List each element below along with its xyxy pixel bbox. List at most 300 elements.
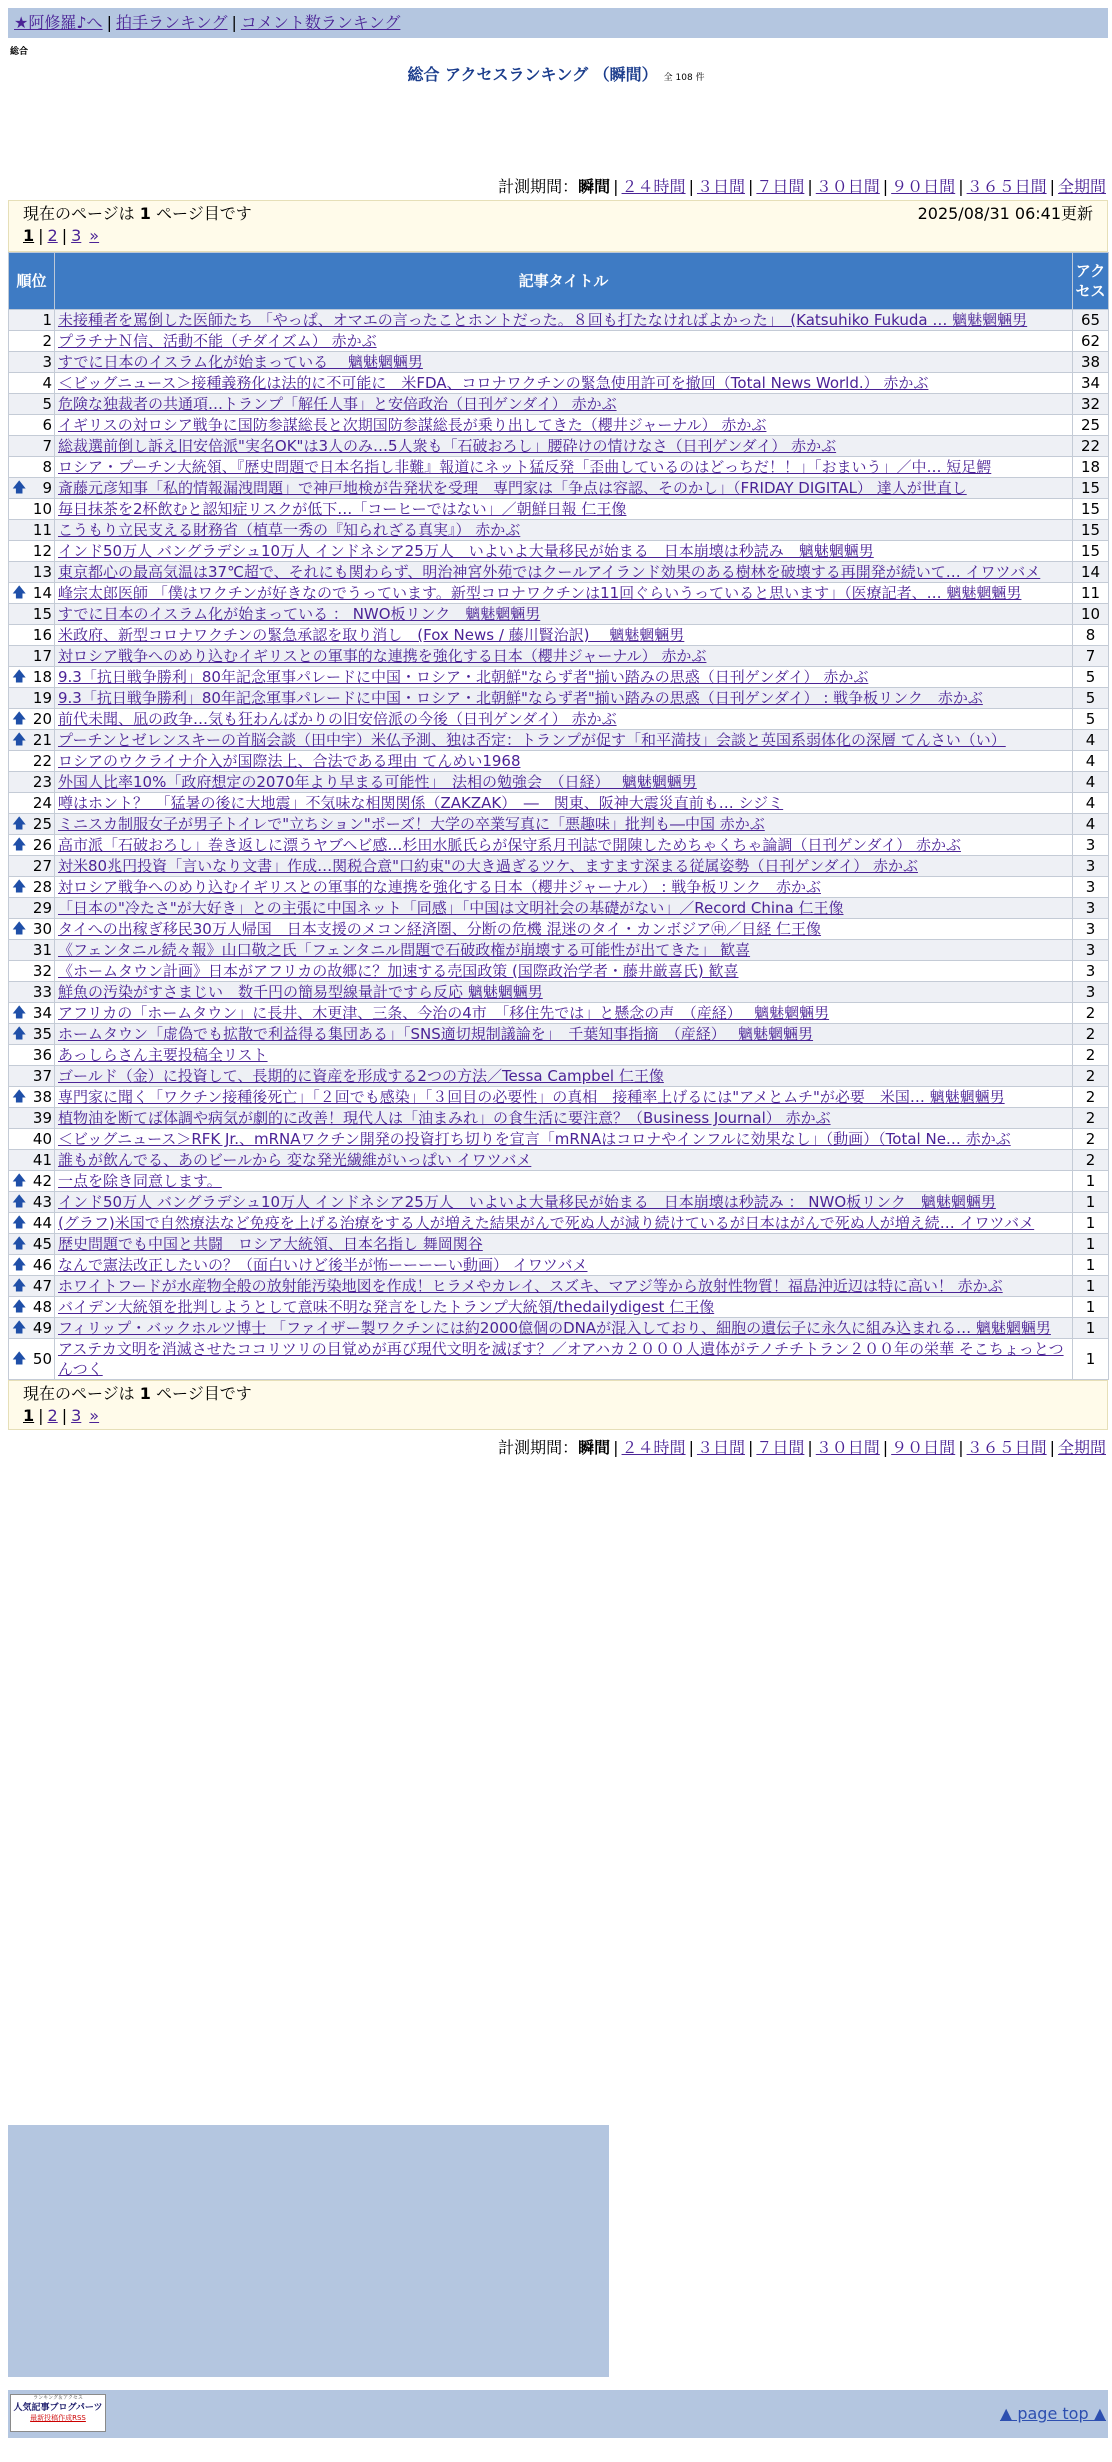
rank-cell	[9, 1045, 55, 1066]
table-row	[9, 478, 1109, 499]
title-cell	[55, 1129, 1073, 1150]
nav-link-clap-ranking[interactable]: 拍手ランキング	[115, 13, 228, 32]
article-title-link[interactable]: 前代未聞、凪の政争…気も狂わんばかりの旧安倍派の今後（日刊ゲンダイ） 赤かぶ	[58, 710, 617, 728]
period-link-2[interactable]: ７日間	[756, 177, 805, 196]
header-title: 記事タイトル	[55, 253, 1073, 310]
period-link-3[interactable]: ３０日間	[815, 177, 880, 196]
access-count: 1	[1073, 1234, 1109, 1255]
table-row	[9, 1213, 1109, 1234]
rank-cell	[9, 604, 55, 625]
rank-cell	[9, 499, 55, 520]
table-row	[9, 499, 1109, 520]
period-link-4[interactable]: ９０日間	[891, 177, 956, 196]
rank-number: 24	[32, 794, 52, 812]
title-cell	[55, 373, 1073, 394]
rank-number: 46	[32, 1256, 52, 1274]
access-count: 2	[1073, 1129, 1109, 1150]
period-separator: |	[747, 1438, 754, 1457]
access-count: 15	[1073, 478, 1109, 499]
article-title-link[interactable]: 対米80兆円投資「言いなり文書」作成…関税合意"口約束"の大き過ぎるツケ、ますます深まる従属姿勢（日刊ゲンダイ） 赤かぶ	[58, 857, 918, 875]
article-title-link[interactable]: インド50万人 バングラデシュ10万人 インドネシア25万人 いよいよ大量移民が始まる 日本崩壊は秒読み ： NWO板リンク 魑魅魍魎男	[58, 1193, 996, 1211]
article-title-link[interactable]: タイへの出稼ぎ移民30万人帰国 日本支援のメコン経済圏、分断の危機 混迷のタイ・カンボジア㊥／日経 仁王像	[58, 920, 822, 938]
title-cell	[55, 961, 1073, 982]
pager-page-2[interactable]: 2	[47, 1406, 58, 1425]
article-title-link[interactable]: 対ロシア戦争へのめり込むイギリスとの軍事的な連携を強化する日本（櫻井ジャーナル） 赤かぶ	[58, 647, 707, 665]
rank-cell	[9, 520, 55, 541]
rank-cell	[9, 919, 55, 940]
rank-cell	[9, 373, 55, 394]
rank-number: 5	[42, 395, 52, 413]
article-title-link[interactable]: 米政府、新型コロナワクチンの緊急承認を取り消し (Fox News / 藤川賢治訳) 魑魅魍魎男	[58, 626, 685, 644]
period-separator: |	[1049, 177, 1055, 196]
title-cell	[55, 1276, 1073, 1297]
title-cell	[55, 1171, 1073, 1192]
article-title-link[interactable]: ミニスカ制服女子が男子トイレで"立ちション"ポーズ！大学の卒業写真に「悪趣味」批判も―中国 赤かぶ	[58, 815, 765, 833]
article-title-link[interactable]: イギリスの対ロシア戦争に国防参謀総長と次期国防参謀総長が乗り出してきた（櫻井ジャーナル） 赤かぶ	[58, 416, 767, 434]
access-count: 32	[1073, 394, 1109, 415]
access-count: 25	[1073, 415, 1109, 436]
table-row	[9, 436, 1109, 457]
table-row	[9, 688, 1109, 709]
title-cell	[55, 856, 1073, 877]
title-cell	[55, 940, 1073, 961]
period-link-4[interactable]: ９０日間	[891, 1438, 956, 1457]
period-link-3[interactable]: ３０日間	[815, 1438, 880, 1457]
rank-cell	[9, 1108, 55, 1129]
rank-cell	[9, 751, 55, 772]
article-title-link[interactable]: 《ホームタウン計画》日本がアフリカの故郷に？加速する売国政策 (国際政治学者・藤井厳喜氏) 歓喜	[58, 962, 739, 980]
total-count: 全 108 件	[663, 73, 705, 83]
access-count: 15	[1073, 541, 1109, 562]
rank-number: 6	[42, 416, 52, 434]
table-row	[9, 604, 1109, 625]
access-count: 5	[1073, 688, 1109, 709]
page-info-top	[8, 200, 1108, 252]
title-cell	[55, 583, 1073, 604]
top-nav-bar	[8, 8, 1108, 38]
up-arrow-icon: 🡅	[12, 1215, 27, 1231]
access-count: 3	[1073, 961, 1109, 982]
access-count: 1	[1073, 1255, 1109, 1276]
rank-number: 3	[42, 353, 52, 371]
pager-page-2[interactable]: 2	[47, 226, 58, 245]
rank-number: 16	[32, 626, 52, 644]
table-row	[9, 457, 1109, 478]
nav-link-asyura[interactable]: ★阿修羅♪へ	[14, 13, 103, 32]
title-cell	[55, 457, 1073, 478]
article-title-link[interactable]: 植物油を断てば体調や病気が劇的に改善！現代人は「油まみれ」の食生活に要注意？（Business Journal） 赤かぶ	[58, 1109, 831, 1127]
pager-separator: |	[61, 226, 68, 245]
access-count: 15	[1073, 499, 1109, 520]
article-title-link[interactable]: 東京都心の最高気温は37℃超で、それにも関わらず、明治神宮外苑ではクールアイランド効果のある樹林を破壊する再開発が続いて… イワツバメ	[58, 563, 1041, 581]
updated-timestamp: 2025/08/31 06:41更新	[917, 204, 1093, 223]
rank-cell	[9, 940, 55, 961]
pager-page-3[interactable]: 3	[71, 226, 82, 245]
title-cell	[55, 877, 1073, 898]
table-row	[9, 1045, 1109, 1066]
rank-number: 7	[42, 437, 52, 455]
current-page-text: 現在のページは 1 ページ目です	[23, 204, 252, 223]
up-arrow-icon: 🡅	[12, 1173, 27, 1189]
rank-cell	[9, 1024, 55, 1045]
title-cell	[55, 751, 1073, 772]
article-title-link[interactable]: 対ロシア戦争へのめり込むイギリスとの軍事的な連携を強化する日本（櫻井ジャーナル） : 戦争板リンク 赤かぶ	[58, 878, 821, 896]
article-title-link[interactable]: 毎日抹茶を2杯飲むと認知症リスクが低下…「コーヒーではない」／朝鮮日報 仁王像	[58, 500, 627, 518]
article-title-link[interactable]: アフリカの「ホームタウン」に長井、木更津、三条、今治の4市 「移住先では」と懸念の声 （産経） 魑魅魍魎男	[58, 1004, 830, 1022]
table-row	[9, 856, 1109, 877]
rank-cell	[9, 1171, 55, 1192]
article-title-link[interactable]: 高市派「石破おろし」巻き返しに漂うヤブヘビ感…杉田水脈氏らが保守系月刊誌で開陳しためちゃくちゃ論調（日刊ゲンダイ） 赤かぶ	[58, 836, 961, 854]
rank-number: 31	[32, 941, 52, 959]
table-row	[9, 793, 1109, 814]
article-title-link[interactable]: ホワイトフードが水産物全般の放射能汚染地図を作成！ヒラメやカレイ、スズキ、マアジ等から放射性物質！福島沖近辺は特に高い！ 赤かぶ	[58, 1277, 1003, 1295]
up-arrow-icon: 🡅	[12, 1194, 27, 1210]
article-title-link[interactable]: 危険な独裁者の共通項…トランプ「解任人事」と安倍政治（日刊ゲンダイ） 赤かぶ	[58, 395, 617, 413]
access-count: 1	[1073, 1213, 1109, 1234]
rank-number: 28	[32, 878, 52, 896]
access-count: 4	[1073, 730, 1109, 751]
title-cell	[55, 1339, 1073, 1380]
up-arrow-icon: 🡅	[12, 480, 27, 496]
header-rank: 順位	[9, 253, 55, 310]
ad-area	[8, 2125, 609, 2377]
table-row	[9, 961, 1109, 982]
table-row	[9, 541, 1109, 562]
pager-bottom	[23, 1405, 1093, 1427]
article-title-link[interactable]: フィリップ・バックホルツ博士 「ファイザー製ワクチンには約2000億個のDNAが混入しており、細胞の遺伝子に永久に組み込まれる… 魑魅魍魎男	[58, 1319, 1051, 1337]
access-count: 10	[1073, 604, 1109, 625]
article-title-link[interactable]: インド50万人 バングラデシュ10万人 インドネシア25万人 いよいよ大量移民が始まる 日本崩壊は秒読み 魑魅魍魎男	[58, 542, 874, 560]
period-link-5[interactable]: ３６５日間	[966, 1438, 1047, 1457]
title-cell	[55, 1213, 1073, 1234]
rank-number: 30	[32, 920, 52, 938]
article-title-link[interactable]: 峰宗太郎医師 「僕はワクチンが好きなのでうっています。新型コロナワクチンは11回ぐらいうっていると思います」（医療記者、… 魑魅魍魎男	[58, 584, 1022, 602]
ranking-table	[8, 252, 1109, 1380]
ranking-title	[0, 62, 1112, 85]
article-title-link[interactable]: アステカ文明を消滅させたココリツリの目覚めが再び現代文明を滅ぼす？／オアハカ２０００人遺体がテノチチトラン２００年の栄華 そこちょっとつんつく	[58, 1340, 1064, 1378]
rank-cell	[9, 793, 55, 814]
rank-cell	[9, 415, 55, 436]
table-row	[9, 415, 1109, 436]
article-title-link[interactable]: なんで憲法改正したいの？（面白いけど後半が怖ーーーーい動画） イワツバメ	[58, 1256, 588, 1274]
article-title-link[interactable]: ＜ビッグニュース＞RFK Jr.、mRNAワクチン開発の投資打ち切りを宣言「mRNAはコロナやインフルに効果なし」（動画）（Total Ne… 赤かぶ	[58, 1130, 1011, 1148]
rank-number: 27	[32, 857, 52, 875]
table-row	[9, 583, 1109, 604]
rank-cell	[9, 1213, 55, 1234]
table-row	[9, 751, 1109, 772]
pager-page-1: 1	[23, 1406, 35, 1425]
ranking-title-text: 総合 アクセスランキング （瞬間）	[407, 65, 658, 84]
rank-number: 14	[32, 584, 52, 602]
article-title-link[interactable]: ロシア・プーチン大統領、『歴史問題で日本名指し非難』報道にネット猛反発「歪曲しているのはどっちだ！！」「おまいう」／中… 短足鰐	[58, 458, 992, 476]
pager-page-3[interactable]: 3	[71, 1406, 82, 1425]
title-cell	[55, 352, 1073, 373]
table-row	[9, 730, 1109, 751]
table-row	[9, 1339, 1109, 1380]
title-cell	[55, 520, 1073, 541]
up-arrow-icon: 🡅	[12, 816, 27, 832]
period-link-1[interactable]: ３日間	[696, 1438, 745, 1457]
article-title-link[interactable]: プーチンとゼレンスキーの首脳会談（田中宇）米仏予測、独は否定：トランプが促す「和平満技」会談と英国系弱体化の深層 てんさい（い）	[58, 731, 1006, 749]
rank-cell	[9, 1276, 55, 1297]
access-count: 62	[1073, 331, 1109, 352]
access-count: 15	[1073, 520, 1109, 541]
title-cell	[55, 1003, 1073, 1024]
rank-number: 1	[42, 311, 52, 329]
rank-cell	[9, 856, 55, 877]
access-count: 4	[1073, 814, 1109, 835]
nav-separator: |	[231, 13, 237, 32]
title-cell	[55, 1255, 1073, 1276]
up-arrow-icon: 🡅	[12, 837, 27, 853]
rank-number: 8	[42, 458, 52, 476]
period-link-6[interactable]: 全期間	[1057, 1438, 1106, 1457]
access-count: 3	[1073, 856, 1109, 877]
table-row	[9, 1108, 1109, 1129]
article-title-link[interactable]: こうもり立民支える財務省（植草一秀の『知られざる真実』） 赤かぶ	[58, 521, 521, 539]
title-cell	[55, 436, 1073, 457]
title-cell	[55, 1234, 1073, 1255]
rank-cell	[9, 457, 55, 478]
article-title-link[interactable]: すでに日本のイスラム化が始まっている 魑魅魍魎男	[58, 353, 423, 371]
footer-bar	[8, 2390, 1108, 2438]
rank-cell	[9, 541, 55, 562]
table-row	[9, 1150, 1109, 1171]
period-link-6[interactable]: 全期間	[1057, 177, 1106, 196]
header-access: アクセス	[1073, 253, 1109, 310]
article-title-link[interactable]: 外国人比率10%「政府想定の2070年より早まる可能性」 法相の勉強会 （日経） 魑魅魍魎男	[58, 773, 697, 791]
access-count: 2	[1073, 1150, 1109, 1171]
title-cell	[55, 982, 1073, 1003]
access-count: 3	[1073, 982, 1109, 1003]
period-separator: |	[747, 177, 754, 196]
title-cell	[55, 1297, 1073, 1318]
title-cell	[55, 667, 1073, 688]
access-count: 3	[1073, 877, 1109, 898]
table-row	[9, 877, 1109, 898]
table-row	[9, 709, 1109, 730]
table-row	[9, 352, 1109, 373]
rank-cell	[9, 625, 55, 646]
up-arrow-icon: 🡅	[12, 732, 27, 748]
rank-number: 37	[32, 1067, 52, 1085]
rank-number: 34	[32, 1004, 52, 1022]
access-count: 34	[1073, 373, 1109, 394]
up-arrow-icon: 🡅	[12, 879, 27, 895]
period-label: 計測期間：	[498, 177, 579, 196]
article-title-link[interactable]: 未接種者を罵倒した医師たち 「やっぱ、オマエの言ったことホントだった。８回も打たなければよかった」 (Katsuhiko Fukuda … 魑魅魍魎男	[58, 311, 1028, 329]
title-cell	[55, 730, 1073, 751]
access-count: 1	[1073, 1339, 1109, 1380]
pager-separator: |	[61, 1406, 68, 1425]
access-count: 4	[1073, 751, 1109, 772]
article-title-link[interactable]: すでに日本のイスラム化が始まっている ： NWO板リンク 魑魅魍魎男	[58, 605, 541, 623]
article-title-link[interactable]: ホームタウン「虚偽でも拡散で利益得る集団ある」「SNS適切規制議論を」 千葉知事指摘 （産経） 魑魅魍魎男	[58, 1025, 814, 1043]
article-title-link[interactable]: プラチナＮ信、活動不能（チダイズム） 赤かぶ	[58, 332, 377, 350]
table-row	[9, 1318, 1109, 1339]
rank-number: 13	[32, 563, 52, 581]
period-separator: |	[688, 1438, 694, 1457]
rank-number: 15	[32, 605, 52, 623]
access-count: 2	[1073, 1108, 1109, 1129]
title-cell	[55, 541, 1073, 562]
rank-number: 11	[32, 521, 52, 539]
table-row	[9, 814, 1109, 835]
up-arrow-icon: 🡅	[12, 585, 27, 601]
nav-separator: |	[106, 13, 112, 32]
rank-cell	[9, 1255, 55, 1276]
article-title-link[interactable]: 歴史問題でも中国と共闘 ロシア大統領、日本名指し 舞岡関谷	[58, 1235, 483, 1253]
article-title-link[interactable]: 9.3「抗日戦争勝利」80年記念軍事パレードに中国・ロシア・北朝鮮"ならず者"揃い踏みの思惑（日刊ゲンダイ） : 戦争板リンク 赤かぶ	[58, 689, 983, 707]
period-separator: |	[882, 1438, 889, 1457]
period-link-0[interactable]: ２４時間	[621, 177, 686, 196]
access-count: 3	[1073, 898, 1109, 919]
access-count: 14	[1073, 562, 1109, 583]
rank-cell	[9, 436, 55, 457]
page-info-bottom	[8, 1380, 1108, 1430]
rank-cell	[9, 1087, 55, 1108]
article-title-link[interactable]: あっしらさん主要投稿全リスト	[58, 1046, 268, 1064]
table-row	[9, 1003, 1109, 1024]
table-row	[9, 835, 1109, 856]
period-link-0[interactable]: ２４時間	[621, 1438, 686, 1457]
article-title-link[interactable]: 一点を除き同意します。	[58, 1172, 222, 1190]
article-title-link[interactable]: 総裁選前倒し訴え旧安倍派"実名OK"は3人のみ…5人衆も「石破おろし」腰砕けの情けなさ（日刊ゲンダイ） 赤かぶ	[58, 437, 837, 455]
access-count: 4	[1073, 772, 1109, 793]
article-title-link[interactable]: 斎藤元彦知事「私的情報漏洩問題」で神戸地検が告発状を受理 専門家は「争点は容認、そのかし」（FRIDAY DIGITAL） 達人が世直し	[58, 479, 967, 497]
rank-number: 21	[32, 731, 52, 749]
table-row	[9, 1297, 1109, 1318]
access-count: 1	[1073, 1171, 1109, 1192]
article-title-link[interactable]: バイデン大統領を批判しようとして意味不明な発言をしたトランプ大統領/thedailydigest 仁王像	[58, 1298, 715, 1316]
article-title-link[interactable]: 「日本の"冷たさ"が大好き」との主張に中国ネット「同感」「中国は文明社会の基礎がない」／Record China 仁王像	[58, 899, 844, 917]
access-count: 65	[1073, 310, 1109, 331]
title-cell	[55, 499, 1073, 520]
title-cell	[55, 835, 1073, 856]
rank-number: 18	[32, 668, 52, 686]
title-cell	[55, 1066, 1073, 1087]
rank-cell	[9, 982, 55, 1003]
rank-number: 12	[32, 542, 52, 560]
rank-cell	[9, 898, 55, 919]
table-row	[9, 982, 1109, 1003]
article-title-link[interactable]: 誰もが飲んでる、あのビールから 変な発光繊維がいっぱい イワツバメ	[58, 1151, 532, 1169]
period-current: 瞬間	[578, 1438, 611, 1457]
access-count: 3	[1073, 919, 1109, 940]
rank-cell	[9, 835, 55, 856]
title-cell	[55, 604, 1073, 625]
table-row	[9, 1255, 1109, 1276]
rank-number: 26	[32, 836, 52, 854]
access-count: 2	[1073, 1087, 1109, 1108]
article-title-link[interactable]: 鮮魚の汚染がすさまじい 数千円の簡易型線量計ですら反応 魑魅魍魎男	[58, 983, 543, 1001]
title-cell	[55, 625, 1073, 646]
article-title-link[interactable]: 9.3「抗日戦争勝利」80年記念軍事パレードに中国・ロシア・北朝鮮"ならず者"揃い踏みの思惑（日刊ゲンダイ） 赤かぶ	[58, 668, 869, 686]
rank-number: 38	[32, 1088, 52, 1106]
rank-cell	[9, 688, 55, 709]
rank-cell	[9, 1297, 55, 1318]
rank-number: 42	[32, 1172, 52, 1190]
page-top-link[interactable]: ▲ page top ▲	[999, 2404, 1106, 2423]
access-count: 2	[1073, 1003, 1109, 1024]
title-cell	[55, 1045, 1073, 1066]
title-cell	[55, 478, 1073, 499]
ranking-parts-logo[interactable]: ランキング＆アクセス 人気記事ブログパーツ 最新投稿作成RSS	[10, 2394, 106, 2432]
rank-number: 40	[32, 1130, 52, 1148]
period-separator: |	[882, 177, 889, 196]
rank-cell	[9, 646, 55, 667]
access-count: 18	[1073, 457, 1109, 478]
period-link-5[interactable]: ３６５日間	[966, 177, 1047, 196]
table-row	[9, 394, 1109, 415]
table-row	[9, 919, 1109, 940]
current-page-text-bottom: 現在のページは 1 ページ目です	[23, 1384, 252, 1403]
article-title-link[interactable]: ゴールド（金）に投資して、長期的に資産を形成する2つの方法／Tessa Campbel 仁王像	[58, 1067, 664, 1085]
article-title-link[interactable]: ＜ビッグニュース＞接種義務化は法的に不可能に 米FDA、コロナワクチンの緊急使用許可を撤回（Total News World.） 赤かぶ	[58, 374, 929, 392]
period-label: 計測期間：	[498, 1438, 579, 1457]
access-count: 5	[1073, 667, 1109, 688]
rank-number: 23	[32, 773, 52, 791]
title-cell	[55, 1318, 1073, 1339]
article-title-link[interactable]: 専門家に聞く「ワクチン接種後死亡」「２回でも感染」「３回目の必要性」の真相 接種率上げるには"アメとムチ"が必要 米国… 魑魅魍魎男	[58, 1088, 1005, 1106]
rank-cell	[9, 961, 55, 982]
rank-cell	[9, 1150, 55, 1171]
rank-number: 49	[32, 1319, 52, 1337]
period-link-1[interactable]: ３日間	[696, 177, 745, 196]
table-row	[9, 898, 1109, 919]
rank-number: 36	[32, 1046, 52, 1064]
title-cell	[55, 310, 1073, 331]
table-row	[9, 625, 1109, 646]
rank-number: 25	[32, 815, 52, 833]
pager-separator: |	[38, 1406, 44, 1425]
pager-next[interactable]: »	[89, 226, 100, 245]
rank-cell	[9, 352, 55, 373]
period-current: 瞬間	[578, 177, 611, 196]
period-selector-top	[0, 174, 1106, 197]
rank-cell	[9, 877, 55, 898]
article-title-link[interactable]: (グラフ)米国で自然療法など免疫を上げる治療をする人が増えた結果がんで死ぬ人が減り続けているが日本はがんで死ぬ人が増え続… イワツバメ	[58, 1214, 1035, 1232]
rank-number: 41	[32, 1151, 52, 1169]
title-cell	[55, 793, 1073, 814]
article-title-link[interactable]: 《フェンタニル続々報》山口敬之氏「フェンタニル問題で石破政権が崩壊する可能性が出てきた」 歓喜	[58, 941, 751, 959]
nav-link-comment-ranking[interactable]: コメント数ランキング	[240, 13, 401, 32]
rank-cell	[9, 310, 55, 331]
rank-number: 48	[32, 1298, 52, 1316]
access-count: 1	[1073, 1276, 1109, 1297]
rank-number: 43	[32, 1193, 52, 1211]
period-link-2[interactable]: ７日間	[756, 1438, 805, 1457]
rank-cell	[9, 1129, 55, 1150]
article-title-link[interactable]: 噂はホント？ 「猛暑の後に大地震」不気味な相関関係（ZAKZAK） ― 関東、阪神大震災直前も… シジミ	[58, 794, 784, 812]
title-cell	[55, 646, 1073, 667]
pager-next[interactable]: »	[89, 1406, 100, 1425]
rank-number: 4	[42, 374, 52, 392]
rank-number: 9	[42, 479, 52, 497]
access-count: 1	[1073, 1318, 1109, 1339]
rank-cell	[9, 331, 55, 352]
rank-cell	[9, 1234, 55, 1255]
access-count: 4	[1073, 793, 1109, 814]
rank-number: 10	[32, 500, 52, 518]
table-row	[9, 772, 1109, 793]
title-cell	[55, 331, 1073, 352]
title-cell	[55, 1024, 1073, 1045]
article-title-link[interactable]: ロシアのウクライナ介入が国際法上、合法である理由 てんめい1968	[58, 752, 521, 770]
pager-top	[23, 225, 1093, 247]
rank-number: 47	[32, 1277, 52, 1295]
access-count: 2	[1073, 1066, 1109, 1087]
